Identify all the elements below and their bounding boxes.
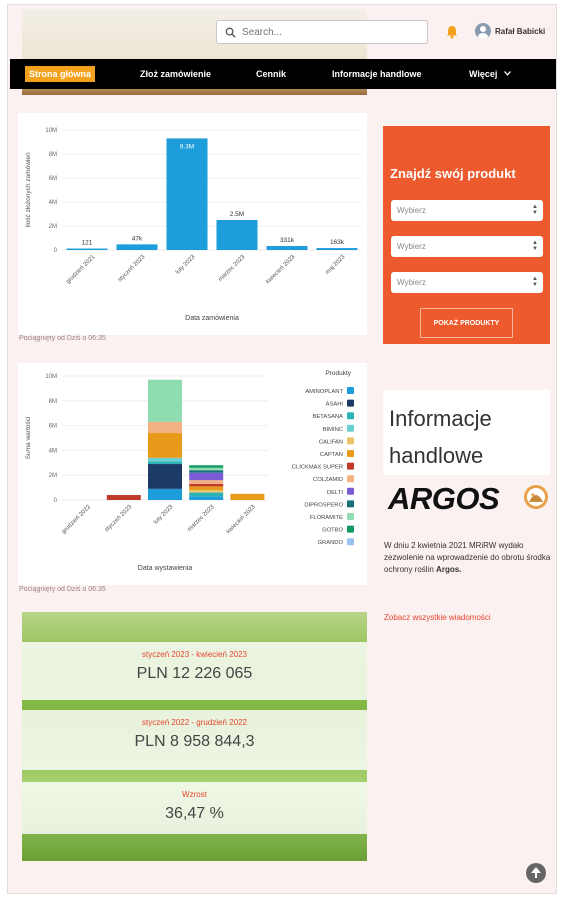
products-chart-card [18,363,367,585]
x-tick-label: grudzień 2021 [65,254,97,286]
stack-segment-3-9 [189,470,223,472]
bar-4 [267,246,308,250]
stat-current-period [22,642,367,700]
orders-chart-caption: Pociągnięty od Dziś o 06:35 [19,335,106,342]
legend-label: GOTBO [322,527,343,534]
y-tick-label: 10M [45,374,57,380]
products-chart [18,363,367,585]
page-frame [7,4,557,894]
bell-icon[interactable] [446,25,458,39]
products-chart-caption: Pociągnięty od Dziś o 06:35 [19,586,106,593]
finder-title: Znajdź swój produkt [390,166,516,181]
legend-label: BETASANA [312,414,343,421]
stack-segment-2-10 [148,380,182,422]
legend-swatch [347,475,354,482]
bar-data-label: 47k [131,235,143,243]
updown-arrow-icon: ▲ ▼ [532,204,538,216]
y-tick-label: 2M [48,473,57,480]
y-tick-label: 0 [53,248,57,254]
legend-swatch [347,425,354,432]
legend-label: ASAHI [325,401,343,408]
legend-label: GRANDO [317,540,343,547]
news-product: Argos. [436,565,462,574]
finder-select-3-value: Wybierz [397,278,426,287]
finder-select-1[interactable] [391,200,543,221]
legend-label: AMINOPLANT [305,389,343,395]
stack-segment-4-5 [230,494,264,500]
finder-select-3[interactable] [391,272,543,293]
x-tick-label: marzec 2023 [217,254,247,283]
x-tick-label: luty 2023 [152,504,175,526]
stack-segment-3-11 [189,465,223,467]
bar-5 [317,248,358,250]
news-body: W dniu 2 kwietnia 2021 MRiRW wydało zezwolenie na wprowadzenie do obrotu środka ochrony roślin [384,541,551,574]
x-axis-label: Data zamówienia [185,315,239,322]
stack-segment-3-8 [189,473,223,480]
bar-data-label: 121 [81,239,93,247]
x-tick-label: kwiecień 2023 [265,254,297,286]
legend-title: Produkty [325,370,351,377]
y-tick-label: 0 [53,498,57,504]
x-tick-label: grudzień 2022 [60,504,93,536]
stat-previous-period [22,710,367,770]
legend-swatch [347,450,354,457]
legend-label: DIPROSPERO [304,502,343,509]
stack-segment-2-1 [148,464,182,489]
bar-data-label: 2.5M [229,211,245,218]
finder-select-1-value: Wybierz [397,206,426,215]
sales-stats-panel [22,612,367,861]
legend-label: FLORAMITE [309,515,343,521]
updown-arrow-icon: ▲ ▼ [532,240,538,252]
y-tick-label: 4M [48,448,57,455]
bar-1 [117,244,158,250]
stat-growth-value: 36,47 % [165,805,224,822]
stat-current-label: styczeń 2023 - kwiecień 2023 [142,650,247,659]
stack-segment-3-2 [189,493,223,497]
legend-label: CLICKMAX SUPER [291,464,343,471]
legend-label: CALIFAN [318,439,343,446]
stat-current-value: PLN 12 226 065 [136,665,253,682]
y-tick-label: 6M [48,176,57,182]
stack-segment-2-3 [148,458,182,462]
bar-data-label: 9.3M [179,143,195,151]
search-input[interactable] [242,27,422,38]
orders-chart [18,113,367,335]
search-box[interactable] [216,20,428,44]
legend-swatch [347,500,354,507]
news-text [384,540,554,576]
bar-data-label: 331k [279,237,295,245]
show-products-button[interactable]: POKAŻ PRODUKTY [420,308,513,338]
stack-segment-3-5 [189,486,223,490]
bar-0 [67,249,108,250]
all-news-link[interactable]: Zobacz wszystkie wiadomości [384,613,491,622]
x-tick-label: kwiecień 2023 [225,504,257,536]
y-tick-label: 6M [48,423,57,430]
argos-emblem-icon [523,484,549,510]
stack-segment-3-0 [189,496,223,500]
stack-segment-2-2 [148,462,182,464]
stack-segment-3-6 [189,484,223,486]
nav-more[interactable] [465,66,515,82]
legend-swatch [347,387,354,394]
bar-data-label: 163k [329,239,345,247]
legend-swatch [347,400,354,407]
finder-select-2-value: Wybierz [397,242,426,251]
search-icon [225,27,236,38]
x-tick-label: styczeń 2023 [103,504,134,534]
legend-swatch [347,513,354,520]
y-axis-label: Ilość złożonych zamówień [25,152,32,228]
legend-swatch [347,526,354,533]
updown-arrow-icon: ▲ ▼ [532,276,538,288]
legend-swatch [347,463,354,470]
user-name: Rafał Babicki [495,26,546,36]
bar-3 [217,220,258,250]
legend-swatch [347,488,354,495]
y-tick-label: 4M [48,200,57,206]
stat-previous-label: styczeń 2022 - grudzień 2022 [142,718,247,727]
finder-select-2[interactable] [391,236,543,257]
y-tick-label: 10M [45,128,57,134]
stat-growth-label: Wzrost [182,790,207,799]
avatar [475,23,491,39]
x-tick-label: luty 2023 [174,254,197,276]
x-tick-label: marzec 2023 [186,504,216,533]
product-finder [383,126,550,344]
stack-segment-3-7 [189,480,223,484]
legend-label: CAPTAN [319,452,343,458]
y-tick-label: 2M [48,224,57,230]
legend-label: BIMINC [322,426,343,433]
x-axis-label: Data wystawienia [137,565,193,572]
y-axis-label: Suma wartości [25,416,32,460]
nav-trade-info[interactable]: Informacje handlowe [332,69,422,79]
user-menu[interactable] [475,23,545,39]
bar-2 [167,138,208,250]
trade-info-title: Informacje handlowe [389,406,492,468]
nav-price-list[interactable]: Cennik [256,69,287,79]
y-tick-label: 8M [48,398,57,405]
stack-segment-1-6 [107,495,141,500]
legend-swatch [347,412,354,419]
stack-segment-3-4 [189,490,223,492]
x-tick-label: maj 2023 [324,254,347,276]
stack-segment-2-5 [148,433,182,458]
stat-growth [22,782,367,834]
legend-swatch [347,437,354,444]
trade-info-box [383,390,550,475]
legend-label: COLZAMID [313,477,343,484]
nav-home[interactable]: Strona główna [25,66,95,82]
stack-segment-3-10 [189,468,223,470]
legend-label: DELTI [327,489,343,496]
x-tick-label: styczeń 2023 [117,254,147,284]
y-tick-label: 8M [48,152,57,158]
argos-logo-text: ARGOS [388,481,500,516]
main-nav [10,59,556,89]
nav-more-label: Więcej [469,69,498,79]
stat-previous-value: PLN 8 958 844,3 [134,733,255,750]
chevron-down-icon [504,71,511,76]
nav-place-order[interactable]: Złoż zamówienie [140,69,212,79]
stack-segment-2-7 [148,422,182,433]
stack-segment-2-0 [148,489,182,500]
legend-swatch [347,538,354,545]
scroll-to-top-icon[interactable] [526,863,546,883]
orders-chart-card [18,113,367,335]
